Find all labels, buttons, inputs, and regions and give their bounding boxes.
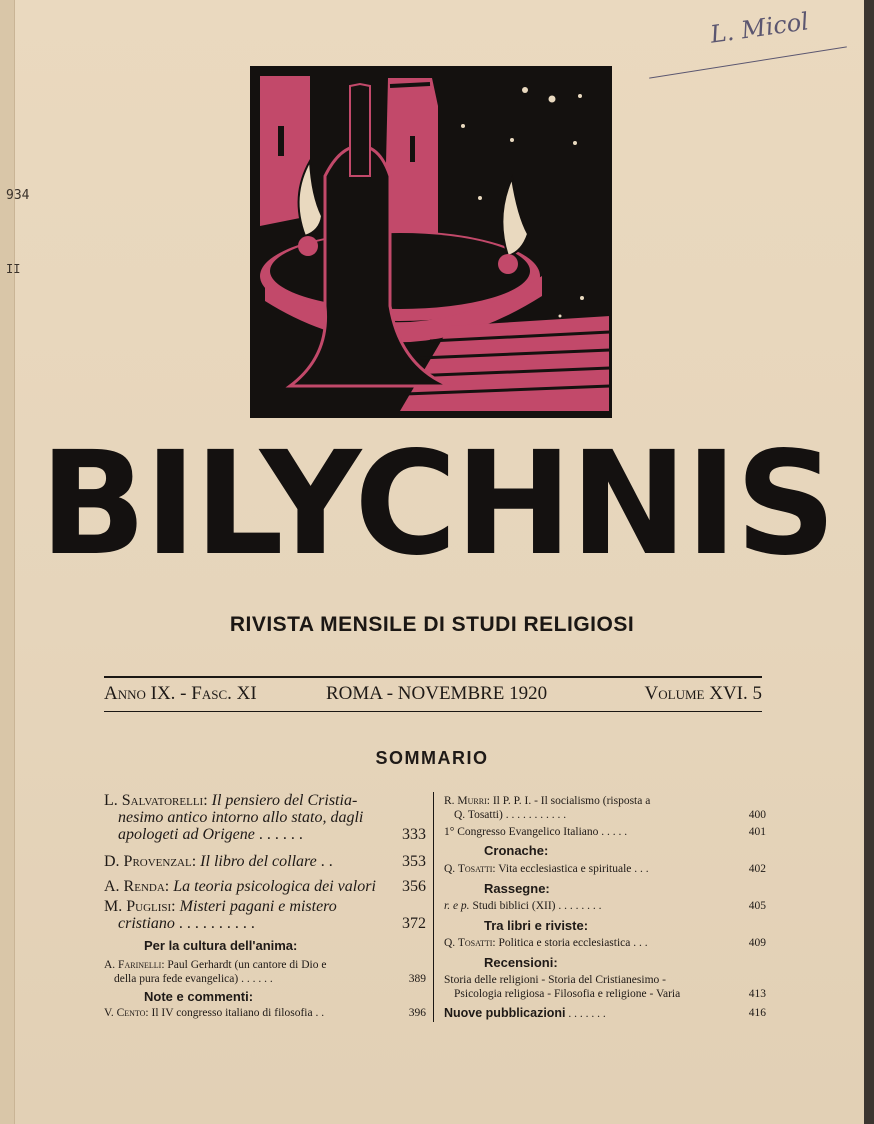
contents-entry: r. e p. Studi biblici (XII) . . . . . . . . 405 xyxy=(444,900,766,912)
signature-underline xyxy=(649,46,847,78)
spine-mark: II xyxy=(6,262,21,276)
contents-entry: A. Renda: La teoria psicologica dei valori 356 xyxy=(104,878,426,895)
contents-heading: SOMMARIO xyxy=(375,748,489,768)
issue-anno: Anno IX. - Fasc. XI xyxy=(104,683,257,704)
section-heading: Note e commenti: xyxy=(144,989,254,1004)
contents-right-column xyxy=(444,794,766,1024)
page-number: 396 xyxy=(408,1007,426,1019)
contents-left-column xyxy=(104,792,426,1022)
section-heading: Per la cultura dell'anima: xyxy=(144,938,298,953)
contents-entry: M. Puglisi: Misteri pagani e mistero cristiano . . . . . . . . . . 372 xyxy=(104,898,426,932)
page-number: 401 xyxy=(748,826,766,838)
page-number: 372 xyxy=(402,915,426,932)
contents-entry: Nuove pubblicazioni . . . . . . . 416 xyxy=(444,1006,766,1020)
page-number: 405 xyxy=(748,900,766,912)
page-number: 356 xyxy=(402,878,426,895)
spine-mark: 934 xyxy=(6,188,30,203)
contents-entry: V. Cento: Il IV congresso italiano di filosofia . . 396 xyxy=(104,1007,426,1019)
divider xyxy=(104,676,762,678)
page-number: 389 xyxy=(408,973,426,985)
issue-date: ROMA - NOVEMBRE 1920 xyxy=(326,683,548,704)
page-number: 416 xyxy=(748,1007,766,1019)
contents-entry: L. Salvatorelli: Il pensiero del Cristia- nesimo antico intorno allo stato, dagli apologeti ad Origene . . . . . . 333 xyxy=(104,792,426,843)
section-heading: Cronache: xyxy=(484,843,549,858)
page-number: 409 xyxy=(748,937,766,949)
contents-entry: D. Provenzal: Il libro del collare . . 353 xyxy=(104,853,426,870)
contents-entry: Storia delle religioni - Storia del Cristianesimo - Psicologia religiosa - Filosofia e religione - Varia 413 xyxy=(444,974,766,1000)
contents-entry: Q. Tosatti: Vita ecclesiastica e spirituale . . . 402 xyxy=(444,863,766,875)
woodcut-illustration xyxy=(250,66,612,418)
issue-info xyxy=(104,683,762,707)
page-number: 400 xyxy=(748,809,766,821)
section-heading: Tra libri e riviste: xyxy=(484,918,589,933)
contents-entry: 1° Congresso Evangelico Italiano . . . . . 401 xyxy=(444,826,766,838)
page-number: 402 xyxy=(748,863,766,875)
divider xyxy=(104,711,762,712)
masthead-subtitle: RIVISTA MENSILE DI STUDI RELIGIOSI xyxy=(229,613,635,636)
masthead-title: BILYCHNIS xyxy=(39,421,835,588)
page-number: 353 xyxy=(402,853,426,870)
page-number: 413 xyxy=(748,988,766,1000)
contents-entry: Q. Tosatti: Politica e storia ecclesiastica . . . 409 xyxy=(444,937,766,949)
contents-entry: R. Murri: Il P. P. I. - Il socialismo (risposta a Q. Tosatti) . . . . . . . . . . . 400 xyxy=(444,795,766,821)
contents-entry: A. Farinelli: Paul Gerhardt (un cantore di Dio e della pura fede evangelica) . . . . . . 389 xyxy=(104,959,426,985)
issue-volume: Volume XVI. 5 xyxy=(644,683,762,704)
handwritten-signature: L. Micol xyxy=(708,7,811,49)
section-heading: Recensioni: xyxy=(484,955,558,970)
column-divider xyxy=(433,792,434,1022)
section-heading: Rassegne: xyxy=(484,881,550,896)
page-number: 333 xyxy=(402,826,426,843)
